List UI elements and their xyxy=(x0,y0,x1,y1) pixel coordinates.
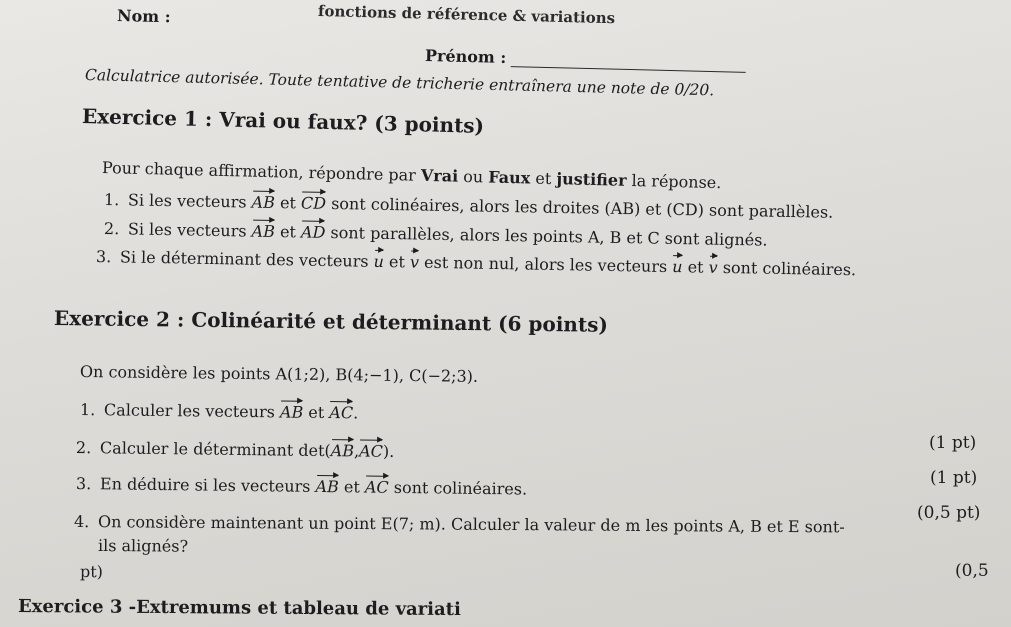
item-text: . xyxy=(353,403,359,423)
item-number: 2. xyxy=(103,219,120,239)
item-text: sont colinéaires. xyxy=(388,477,528,499)
calculator-notice: Calculatrice autorisée. Toute tentative de tricherie entraînera une note de 0/20. xyxy=(84,66,715,100)
ex2-item-4-points-end: pt) xyxy=(79,562,103,582)
item-text: Si les vecteurs xyxy=(127,190,252,212)
item-number: 1. xyxy=(79,400,96,420)
intro-faux: Faux xyxy=(488,167,531,188)
item-text: et xyxy=(303,402,330,423)
prenom-label: Prénom : xyxy=(424,46,507,67)
vector-ac: AC xyxy=(364,477,389,497)
ex2-item-4-continuation: ils alignés? xyxy=(97,536,189,556)
points-q4: (0,5 xyxy=(955,561,989,581)
item-number: 2. xyxy=(75,438,92,458)
vector-ab: AB xyxy=(315,476,339,497)
vector-ab: AB xyxy=(330,441,355,461)
document-title: fonctions de référence & variations xyxy=(317,2,616,28)
exercise-2-intro: On considère les points A(1;2), B(4;−1), C(−2;3). xyxy=(79,362,479,386)
intro-et: et xyxy=(530,168,557,189)
vector-v: v xyxy=(708,257,718,277)
vector-ab: AB xyxy=(251,221,276,241)
item-text: et xyxy=(274,192,302,213)
exercise-3-title: Exercice 3 -Extremums et tableau de variati xyxy=(17,596,461,621)
item-text: On considère maintenant un point E(7; m). Calculer la valeur de m les points A, B et E sont- xyxy=(97,512,845,537)
intro-text: Pour chaque affirmation, répondre par xyxy=(101,158,422,185)
item-text: et xyxy=(274,221,302,242)
ex2-item-1 xyxy=(80,400,358,422)
item-number: 1. xyxy=(103,190,120,210)
vector-ac: AC xyxy=(359,441,384,461)
exercise-1-intro xyxy=(102,158,722,192)
ex2-item-3 xyxy=(76,474,527,499)
item-text: et xyxy=(383,252,411,272)
item-text: et xyxy=(338,477,366,497)
points-q3: (0,5 pt) xyxy=(917,503,981,523)
exercise-1-title: Exercice 1 : Vrai ou faux? (3 points) xyxy=(81,104,485,138)
ex1-item-3 xyxy=(96,247,856,279)
vector-ab: AB xyxy=(251,192,276,212)
exercise-2-title: Exercice 2 : Colinéarité et déterminant (6 points) xyxy=(53,306,609,337)
item-text: et xyxy=(682,257,709,277)
ex2-item-2 xyxy=(76,438,394,461)
item-number: 4. xyxy=(73,512,90,532)
intro-vrai: Vrai xyxy=(420,165,459,186)
vector-v: v xyxy=(409,252,420,272)
item-text: sont colinéaires, alors les droites (AB) et (CD) sont parallèles. xyxy=(325,193,834,222)
nom-label: Nom : xyxy=(116,6,171,27)
item-text: En déduire si les vecteurs xyxy=(99,474,316,496)
vector-u: u xyxy=(373,251,385,272)
item-text: ). xyxy=(382,441,395,461)
item-text: sont colinéaires. xyxy=(717,257,857,280)
prenom-field xyxy=(425,46,747,73)
points-q1: (1 pt) xyxy=(929,433,977,453)
vector-cd: CD xyxy=(300,193,327,213)
intro-ou: ou xyxy=(457,166,489,187)
vector-ab: AB xyxy=(279,402,304,422)
ex1-item-2 xyxy=(104,219,768,250)
item-text: est non nul, alors les vecteurs xyxy=(418,252,673,277)
item-number: 3. xyxy=(95,247,112,267)
item-text: sont parallèles, alors les points A, B et C sont alignés. xyxy=(325,222,768,250)
prenom-blank xyxy=(511,52,746,73)
item-text: Calculer le déterminant det( xyxy=(99,438,331,461)
ex1-item-1 xyxy=(104,190,834,222)
item-text: Si les vecteurs xyxy=(127,219,252,241)
ex2-item-4 xyxy=(74,512,845,536)
item-text: , xyxy=(353,441,360,461)
item-text: Calculer les vecteurs xyxy=(103,400,281,422)
vector-u: u xyxy=(672,257,683,277)
item-text: Si le déterminant des vecteurs xyxy=(119,247,374,271)
intro-justifier: justifier xyxy=(556,169,627,190)
points-q2: (1 pt) xyxy=(930,468,978,488)
vector-ad: AD xyxy=(300,222,326,242)
item-number: 3. xyxy=(75,474,92,494)
vector-ac: AC xyxy=(329,403,354,423)
intro-end: la réponse. xyxy=(626,170,722,193)
